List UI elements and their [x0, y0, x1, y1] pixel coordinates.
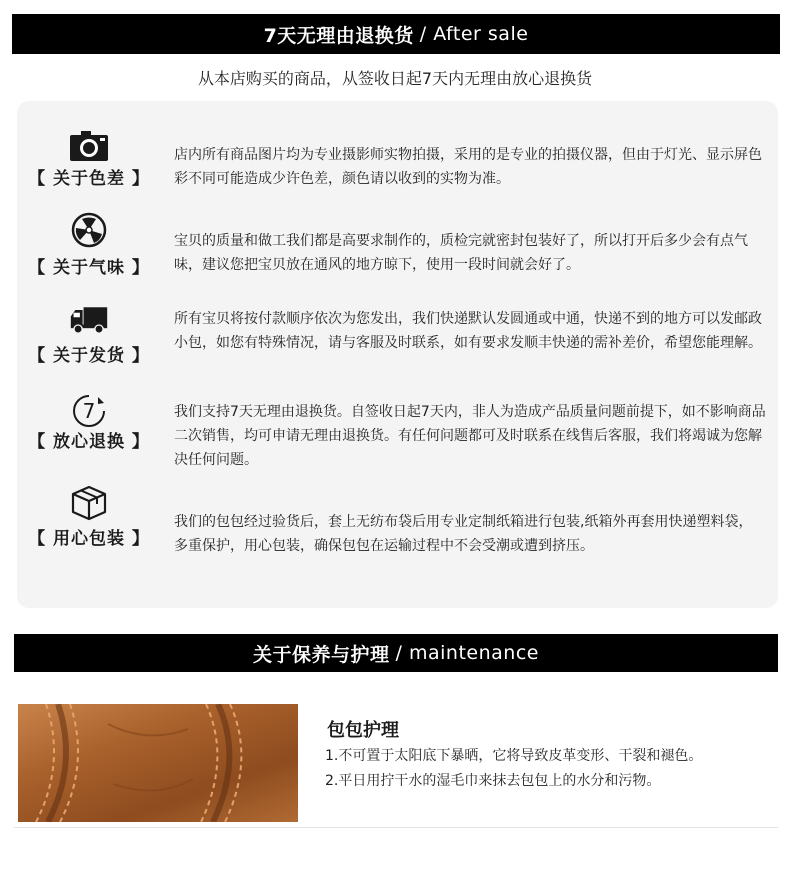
- after-sale-title-en: / After sale: [419, 23, 529, 45]
- after-sale-title-cn: 7天无理由退换货: [263, 24, 414, 47]
- camera-icon: [69, 129, 109, 163]
- policy-label-package: 【 用心包装 】: [28, 529, 150, 549]
- care-line-1: 1.不可置于太阳底下暴晒，它将导致皮革变形、干裂和褪色。: [325, 748, 703, 764]
- truck-icon: [69, 303, 109, 337]
- divider: [14, 827, 778, 828]
- policy-text-color: 店内所有商品图片均为专业摄影师实物拍摄，采用的是专业的拍摄仪器，但由于灯光、显示屏色彩不同可能造成少许色差，颜色请以收到的实物为准。: [174, 147, 762, 187]
- care-line-2: 2.平日用拧干水的湿毛巾来抹去包包上的水分和污物。: [325, 773, 661, 789]
- maintenance-title-cn: 关于保养与护理: [253, 643, 390, 666]
- leather-texture-image: [18, 704, 298, 822]
- fan-icon: [69, 213, 109, 247]
- box-icon: [69, 486, 109, 520]
- after-sale-banner: [12, 14, 780, 54]
- maintenance-banner: [14, 634, 778, 672]
- maintenance-title-en: / maintenance: [395, 642, 539, 664]
- seven-day-icon: [69, 394, 109, 428]
- policy-label-smell: 【 关于气味 】: [28, 258, 150, 278]
- policy-label-color: 【 关于色差 】: [28, 169, 150, 189]
- after-sale-panel: [17, 101, 778, 608]
- after-sale-subtitle: 从本店购买的商品，从签收日起7天内无理由放心退换货: [197, 69, 593, 88]
- policy-text-smell: 宝贝的质量和做工我们都是高要求制作的，质检完就密封包装好了，所以打开后多少会有点气味，建议您把宝贝放在通风的地方晾下，使用一段时间就会好了。: [174, 233, 748, 273]
- policy-label-shipping: 【 关于发货 】: [28, 346, 150, 366]
- policy-text-return: 我们支持7天无理由退换货。自签收日起7天内，非人为造成产品质量问题前提下，如不影响商品二次销售，均可申请无理由退换货。有任何问题都可及时联系在线售后客服，我们将竭诚为您解决任何问题。: [174, 404, 766, 468]
- policy-text-package: 我们的包包经过验货后，套上无纺布袋后用专业定制纸箱进行包装,纸箱外再套用快递塑料袋，多重保护，用心包装，确保包包在运输过程中不会受潮或遭到挤压。: [174, 514, 753, 554]
- policy-label-return: 【 放心退换 】: [28, 432, 150, 452]
- care-title: 包包护理: [327, 720, 399, 741]
- policy-text-shipping: 所有宝贝将按付款顺序依次为您发出，我们快递默认发圆通或中通，快递不到的地方可以发邮政小包，如您有特殊情况，请与客服及时联系，如有要求发顺丰快递的需补差价，希望您能理解。: [174, 311, 762, 351]
- seven-day-icon-glyph: 7: [82, 399, 96, 423]
